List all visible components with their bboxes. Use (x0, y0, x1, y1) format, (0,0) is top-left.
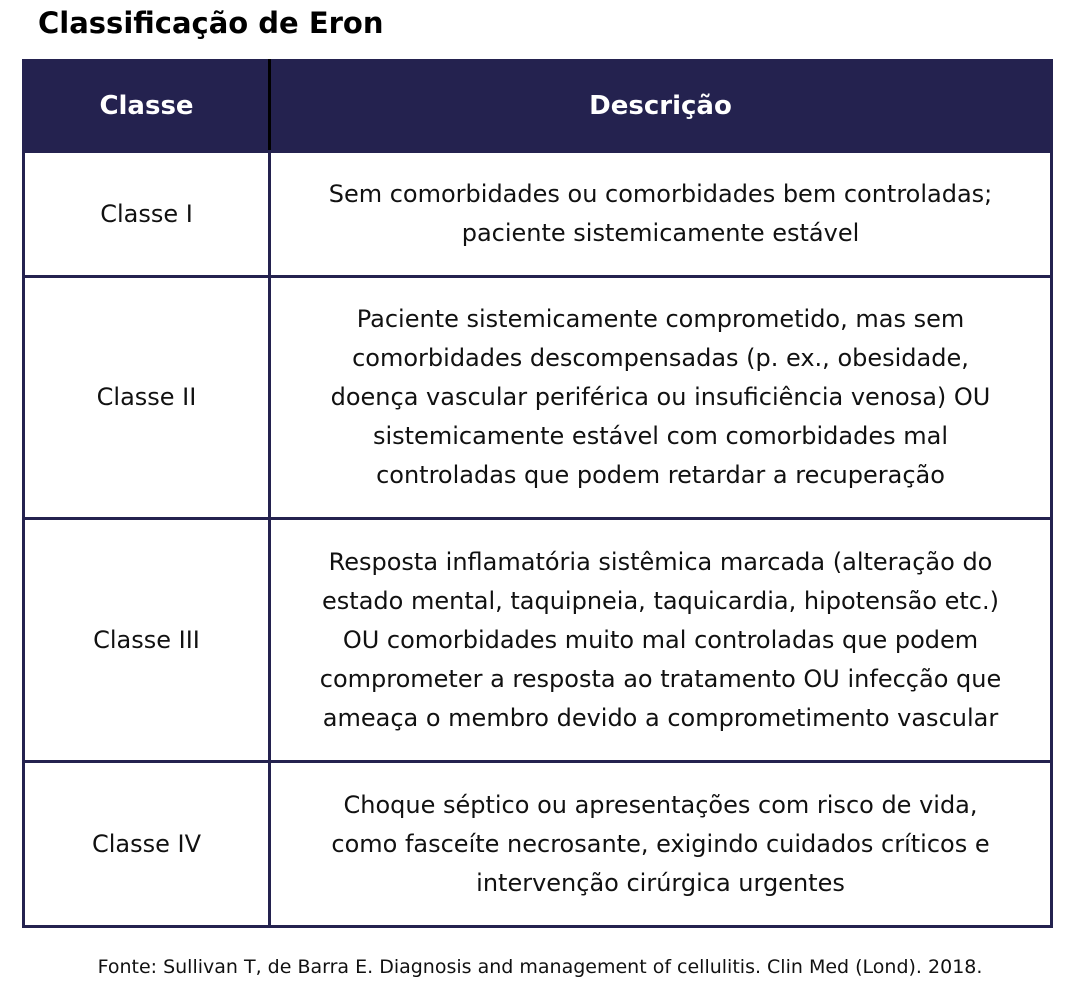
description-line: sistemicamente estável com comorbidades mal (372, 422, 949, 450)
eron-classification-table (22, 59, 1053, 928)
description-line: Paciente sistemicamente comprometido, mas sem (356, 305, 965, 333)
class-cell: Classe I (24, 152, 270, 277)
column-header-classe: Classe (24, 61, 270, 152)
description-cell (270, 277, 1052, 519)
class-cell: Classe III (24, 519, 270, 762)
page-title: Classificação de Eron (38, 6, 384, 40)
class-cell: Classe II (24, 277, 270, 519)
description-line: Resposta inflamatória sistêmica marcada (alteração do (328, 547, 993, 576)
description-line: OU comorbidades muito mal controladas que podem (342, 625, 979, 654)
table-row (24, 152, 1052, 277)
description-line: controladas que podem retardar a recuperação (376, 461, 945, 489)
class-cell: Classe IV (24, 762, 270, 927)
description-line: Sem comorbidades ou comorbidades bem controladas; (328, 180, 993, 208)
description-cell (270, 519, 1052, 762)
description-line: como fasceíte necrosante, exigindo cuidados críticos e (331, 829, 990, 858)
column-header-descricao: Descrição (270, 61, 1052, 152)
table-row (24, 519, 1052, 762)
table-row (24, 762, 1052, 927)
description-line: ameaça o membro devido a comprometimento vascular (322, 703, 999, 732)
description-line: doença vascular periférica ou insuficiência venosa) OU (330, 383, 991, 411)
source-citation: Fonte: Sullivan T, de Barra E. Diagnosis and management of cellulitis. Clin Med (Lond). 2018. (97, 956, 983, 978)
description-line: comorbidades descompensadas (p. ex., obesidade, (352, 344, 969, 372)
table-row (24, 277, 1052, 519)
description-line: paciente sistemicamente estável (461, 219, 860, 247)
table-header-row (24, 61, 1052, 152)
description-cell (270, 152, 1052, 277)
description-line: Choque séptico ou apresentações com risco de vida, (343, 790, 978, 819)
description-line: estado mental, taquipneia, taquicardia, hipotensão etc.) (322, 586, 999, 615)
description-line: intervenção cirúrgica urgentes (476, 868, 845, 897)
description-line: comprometer a resposta ao tratamento OU infecção que (319, 664, 1002, 693)
description-cell (270, 762, 1052, 927)
